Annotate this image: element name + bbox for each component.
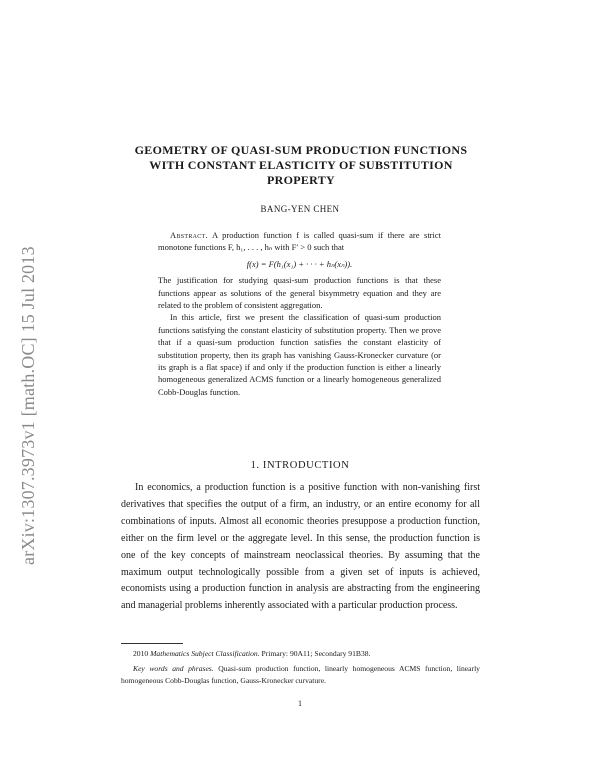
title-line-2: WITH CONSTANT ELASTICITY OF SUBSTITUTION — [149, 158, 453, 172]
msc-label: Mathematics Subject Classification. — [150, 649, 260, 658]
footnote-msc — [121, 648, 480, 660]
section-heading: 1. INTRODUCTION — [250, 460, 350, 471]
introduction-paragraph: In economics, a production function is a positive function with non-vanishing first derivatives that specifies the output of a firm, an industry, or an entire economy for all combinations of inputs. Almost all economic theories presuppose a production function, either on the firm level or the aggregate level. In this sense, the production function is one of the key concepts of mainstream neoclassical theories. By assuming that the maximum output technologically possible from a given set of inputs is achieved, economists using a production function in analysis are abstracting from the engineering and managerial problems inherently associated with a particular production process. — [121, 482, 480, 612]
keywords-text: Quasi-sum production function, linearly homogeneous ACMS function, linearly homogeneous Cobb-Douglas function, Gauss-Kronecker curvature. — [121, 664, 480, 685]
page-number: 1 — [298, 699, 302, 708]
abstract-equation: f(x) = F(h₁(x₁) + · · · + hₙ(xₙ)). — [246, 258, 353, 269]
abstract-text-1: A production function f is called quasi-sum if there are strict monotone functions F, h₁, . . . , hₙ with F′ > 0 such that — [158, 230, 442, 253]
abstract-paragraph-3: In this article, first we present the classification of quasi-sum production functions satisfying the constant elasticity of substitution property. Then we prove that if a quasi-sum production function satisfies the constant elasticity of substitution property, then its graph has vanishing Gauss-Kronecker curvature (or its graph is a flat space) if and only if the production function is either a linearly homogeneous generalized ACMS function or a linearly homogeneous generalized Cobb-Douglas function. — [158, 312, 441, 397]
footnote-keywords — [121, 663, 480, 687]
title-line-1: GEOMETRY OF QUASI-SUM PRODUCTION FUNCTIONS — [134, 143, 468, 157]
msc-text: Primary: 90A11; Secondary 91B38. — [261, 649, 371, 658]
keywords-label: Key words and phrases. — [133, 664, 214, 673]
abstract-paragraph-1 — [158, 229, 441, 254]
abstract-label: Abstract. — [170, 230, 208, 240]
author-name: BANG-YEN CHEN — [260, 204, 340, 214]
abstract — [158, 229, 441, 398]
abstract-paragraph-2: The justification for studying quasi-sum production functions is that these functions appear as solutions of the general bisymmetry equation and they are related to the problem of consistent aggregation. — [158, 275, 441, 311]
arxiv-identifier-stamp: arXiv:1307.3973v1 [math.OC] 15 Jul 2013 — [18, 246, 38, 565]
msc-year: 2010 — [133, 649, 149, 658]
footnote-rule — [121, 643, 183, 644]
title-line-3: PROPERTY — [267, 173, 335, 187]
paper-title — [120, 143, 482, 188]
